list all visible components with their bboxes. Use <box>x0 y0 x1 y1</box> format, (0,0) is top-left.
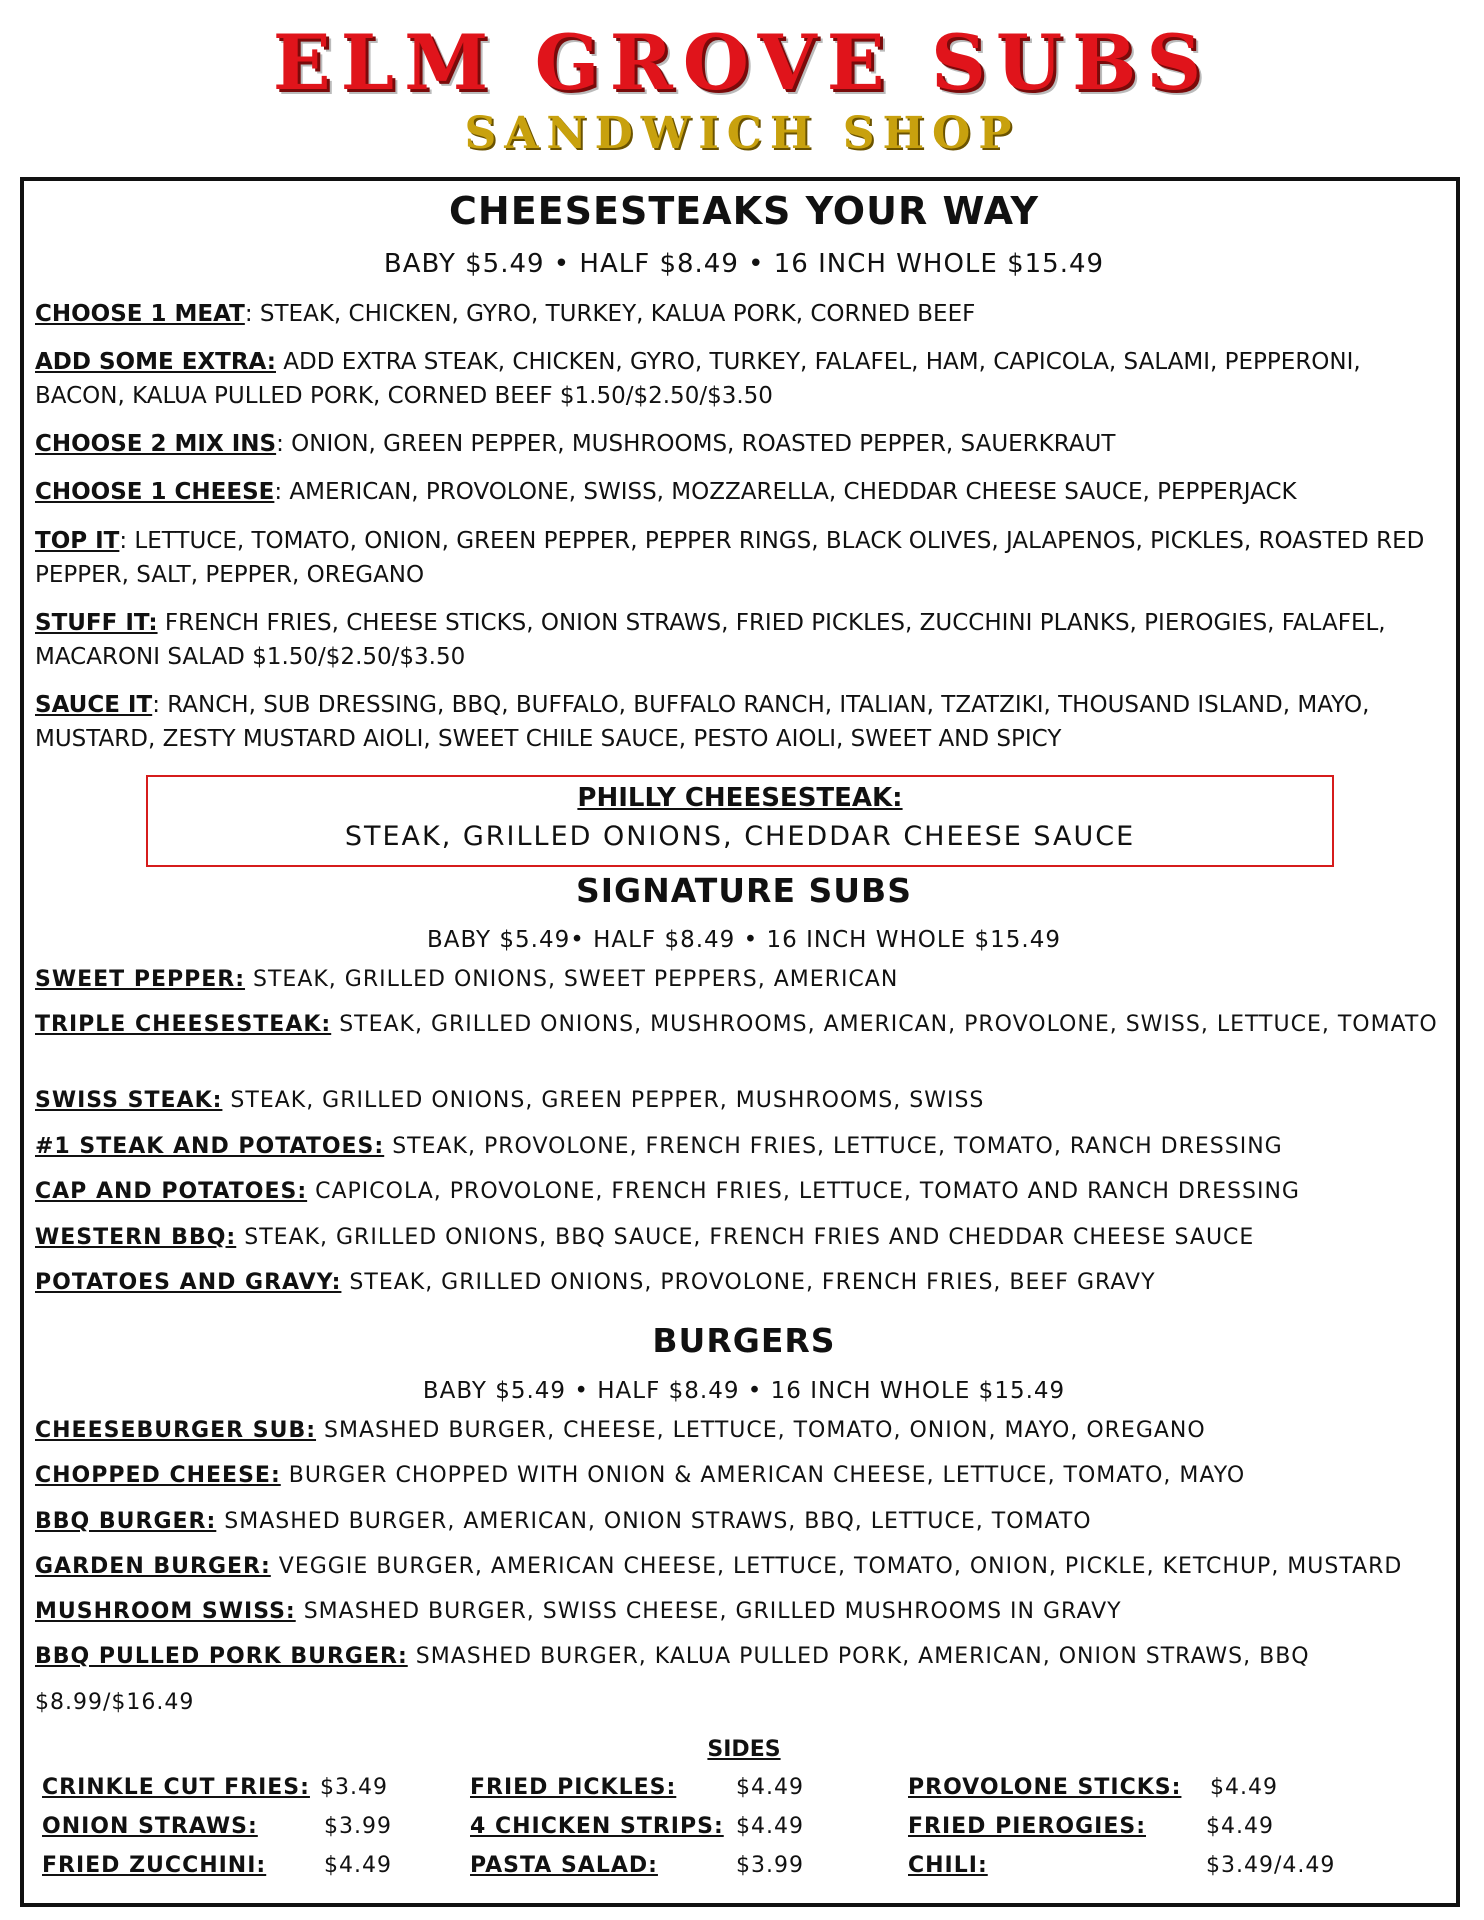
philly-cheesesteak-box <box>146 775 1334 867</box>
side-item <box>470 1853 658 1878</box>
signature-item <box>35 965 1455 995</box>
option-toppings: TOP IT: LETTUCE, TOMATO, ONION, GREEN PEPPER, PEPPER RINGS, BLACK OLIVES, JALAPENOS, PICKLES, ROASTED RED PEPPER, SALT, PEPPER, OREGANO <box>35 528 1425 588</box>
item-label: CAP AND POTATOES: <box>35 1179 308 1204</box>
burgers-title: BURGERS <box>652 1321 836 1360</box>
option-label: CHOOSE 1 MEAT <box>35 301 245 327</box>
item-text: STEAK, PROVOLONE, FRENCH FRIES, LETTUCE, TOMATO, RANCH DRESSING <box>384 1134 1283 1159</box>
signature-prices: BABY $5.49• HALF $8.49 • 16 INCH WHOLE $15.49 <box>426 927 1062 953</box>
option-mix-ins: CHOOSE 2 MIX INS: ONION, GREEN PEPPER, MUSHROOMS, ROASTED PEPPER, SAUERKRAUT <box>35 431 1116 457</box>
item-label: CHOPPED CHEESE: <box>35 1463 281 1488</box>
side-item <box>470 1814 724 1839</box>
option-text: ADD EXTRA STEAK, CHICKEN, GYRO, TURKEY, FALAFEL, HAM, CAPICOLA, SALAMI, PEPPERONI, BACON, KALUA PULLED PORK, CORNED BEEF $1.50/$2.50/$3.50 <box>35 349 1361 409</box>
side-item <box>908 1814 1146 1839</box>
burger-item <box>35 1552 1455 1582</box>
item-text: CAPICOLA, PROVOLONE, FRENCH FRIES, LETTUCE, TOMATO AND RANCH DRESSING <box>307 1179 1300 1204</box>
side-label: FRIED PIEROGIES: <box>908 1814 1146 1839</box>
side-price: $3.49/4.49 <box>1206 1853 1336 1878</box>
item-text: BURGER CHOPPED WITH ONION & AMERICAN CHEESE, LETTUCE, TOMATO, MAYO <box>280 1463 1246 1488</box>
signature-item <box>35 1268 1455 1298</box>
item-text: SMASHED BURGER, KALUA PULLED PORK, AMERICAN, ONION STRAWS, BBQ <box>407 1644 1310 1669</box>
option-text: RANCH, SUB DRESSING, BBQ, BUFFALO, BUFFALO RANCH, ITALIAN, TZATZIKI, THOUSAND ISLAND, MAYO, MUSTARD, ZESTY MUSTARD AIOLI, SWEET CHILE SAUCE, PESTO AIOLI, SWEET AND SPICY <box>35 692 1370 752</box>
option-label: CHOOSE 1 CHEESE <box>35 479 275 505</box>
burger-item <box>35 1461 1455 1491</box>
side-label: CRINKLE CUT FRIES: <box>42 1775 310 1800</box>
side-label: FRIED ZUCCHINI: <box>42 1853 267 1878</box>
side-price: $4.49 <box>1206 1814 1274 1839</box>
item-text: SMASHED BURGER, CHEESE, LETTUCE, TOMATO, ONION, MAYO, OREGANO <box>316 1418 1206 1443</box>
signature-item <box>35 1010 1455 1040</box>
option-extra <box>35 345 1455 413</box>
signature-item <box>35 1132 1455 1162</box>
side-price: $4.49 <box>1210 1775 1278 1800</box>
side-label: 4 CHICKEN STRIPS: <box>470 1814 724 1839</box>
option-label: ADD SOME EXTRA: <box>35 349 276 375</box>
burger-item <box>35 1642 1455 1672</box>
cheesesteaks-title: CHEESESTEAKS YOUR WAY <box>449 189 1039 233</box>
side-price: $3.49 <box>320 1775 388 1800</box>
option-meat: CHOOSE 1 MEAT: STEAK, CHICKEN, GYRO, TURKEY, KALUA PORK, CORNED BEEF <box>35 301 976 327</box>
side-item <box>42 1814 258 1839</box>
item-text: VEGGIE BURGER, AMERICAN CHEESE, LETTUCE, TOMATO, ONION, PICKLE, KETCHUP, MUSTARD <box>270 1554 1403 1579</box>
brand-tagline: SANDWICH SHOP <box>464 108 1020 159</box>
option-text: FRENCH FRIES, CHEESE STICKS, ONION STRAWS, FRIED PICKLES, ZUCCHINI PLANKS, PIEROGIES, FALAFEL, MACARONI SALAD $1.50/$2.50/$3.50 <box>35 610 1386 670</box>
side-item <box>908 1853 988 1878</box>
side-price: $4.49 <box>324 1853 392 1878</box>
item-label: TRIPLE CHEESESTEAK: <box>35 1012 332 1037</box>
item-text: SMASHED BURGER, AMERICAN, ONION STRAWS, BBQ, LETTUCE, TOMATO <box>216 1509 1092 1534</box>
burger-extra-price: $8.99/$16.49 <box>35 1690 195 1715</box>
item-text: STEAK, GRILLED ONIONS, SWEET PEPPERS, AMERICAN <box>245 967 899 992</box>
item-label: BBQ PULLED PORK BURGER: <box>35 1644 408 1669</box>
option-label: STUFF IT: <box>35 610 158 636</box>
side-item <box>470 1775 676 1800</box>
option-text: AMERICAN, PROVOLONE, SWISS, MOZZARELLA, CHEDDAR CHEESE SAUCE, PEPPERJACK <box>282 479 1297 505</box>
sides-title: SIDES <box>707 1737 781 1762</box>
side-label: PROVOLONE STICKS: <box>908 1775 1182 1800</box>
item-label: SWISS STEAK: <box>35 1088 223 1113</box>
side-price: $3.99 <box>736 1853 804 1878</box>
option-text: LETTUCE, TOMATO, ONION, GREEN PEPPER, PEPPER RINGS, BLACK OLIVES, JALAPENOS, PICKLES, ROASTED RED PEPPER, SALT, PEPPER, OREGANO <box>35 528 1425 588</box>
option-text: ONION, GREEN PEPPER, MUSHROOMS, ROASTED PEPPER, SAUERKRAUT <box>283 431 1116 457</box>
side-item <box>42 1853 266 1878</box>
option-label: SAUCE IT <box>35 692 153 718</box>
menu-frame <box>20 177 1460 1907</box>
item-label: #1 STEAK AND POTATOES: <box>35 1134 385 1159</box>
item-text: STEAK, GRILLED ONIONS, MUSHROOMS, AMERICAN, PROVOLONE, SWISS, LETTUCE, TOMATO <box>331 1012 1438 1037</box>
item-label: SWEET PEPPER: <box>35 967 246 992</box>
signature-item <box>35 1177 1455 1207</box>
side-price: $3.99 <box>324 1814 392 1839</box>
cheesesteaks-prices: BABY $5.49 • HALF $8.49 • 16 INCH WHOLE $15.49 <box>383 249 1105 279</box>
signature-subs-title: SIGNATURE SUBS <box>576 871 912 910</box>
side-label: ONION STRAWS: <box>42 1814 258 1839</box>
option-label: TOP IT <box>35 528 120 554</box>
side-item <box>42 1775 310 1800</box>
item-text: STEAK, GRILLED ONIONS, PROVOLONE, FRENCH FRIES, BEEF GRAVY <box>341 1270 1156 1295</box>
item-text: SMASHED BURGER, SWISS CHEESE, GRILLED MUSHROOMS IN GRAVY <box>295 1599 1122 1624</box>
item-label: WESTERN BBQ: <box>35 1225 237 1250</box>
option-label: CHOOSE 2 MIX INS <box>35 431 277 457</box>
item-label: CHEESEBURGER SUB: <box>35 1418 317 1443</box>
menu-header <box>0 0 1484 175</box>
side-label: FRIED PICKLES: <box>470 1775 677 1800</box>
philly-description: STEAK, GRILLED ONIONS, CHEDDAR CHEESE SAUCE <box>344 821 1136 852</box>
signature-item <box>35 1086 1455 1116</box>
side-item <box>908 1775 1181 1800</box>
side-label: PASTA SALAD: <box>470 1853 658 1878</box>
item-label: POTATOES AND GRAVY: <box>35 1270 342 1295</box>
brand-logo-text: ELM GROVE SUBS <box>272 18 1212 107</box>
side-price: $4.49 <box>736 1775 804 1800</box>
side-label: CHILI: <box>908 1853 988 1878</box>
option-text: STEAK, CHICKEN, GYRO, TURKEY, KALUA PORK, CORNED BEEF <box>252 301 976 327</box>
item-label: GARDEN BURGER: <box>35 1554 271 1579</box>
option-sauce: SAUCE IT: RANCH, SUB DRESSING, BBQ, BUFFALO, BUFFALO RANCH, ITALIAN, TZATZIKI, THOUSAND ISLAND, MAYO, MUSTARD, ZESTY MUSTARD AIOLI, SWEET CHILE SAUCE, PESTO AIOLI, SWEET AND SPICY <box>35 692 1370 752</box>
burger-item <box>35 1597 1455 1627</box>
burger-item <box>35 1507 1455 1537</box>
item-text: STEAK, GRILLED ONIONS, BBQ SAUCE, FRENCH FRIES AND CHEDDAR CHEESE SAUCE <box>236 1225 1255 1250</box>
item-text: STEAK, GRILLED ONIONS, GREEN PEPPER, MUSHROOMS, SWISS <box>222 1088 985 1113</box>
burger-item <box>35 1416 1455 1446</box>
signature-item <box>35 1223 1455 1253</box>
burgers-prices: BABY $5.49 • HALF $8.49 • 16 INCH WHOLE $15.49 <box>422 1378 1066 1404</box>
item-label: MUSHROOM SWISS: <box>35 1599 296 1624</box>
item-label: BBQ BURGER: <box>35 1509 217 1534</box>
option-cheese: CHOOSE 1 CHEESE: AMERICAN, PROVOLONE, SWISS, MOZZARELLA, CHEDDAR CHEESE SAUCE, PEPPERJACK <box>35 479 1297 505</box>
option-stuff-it <box>35 606 1455 674</box>
philly-title: PHILLY CHEESESTEAK: <box>577 783 903 813</box>
side-price: $4.49 <box>736 1814 804 1839</box>
